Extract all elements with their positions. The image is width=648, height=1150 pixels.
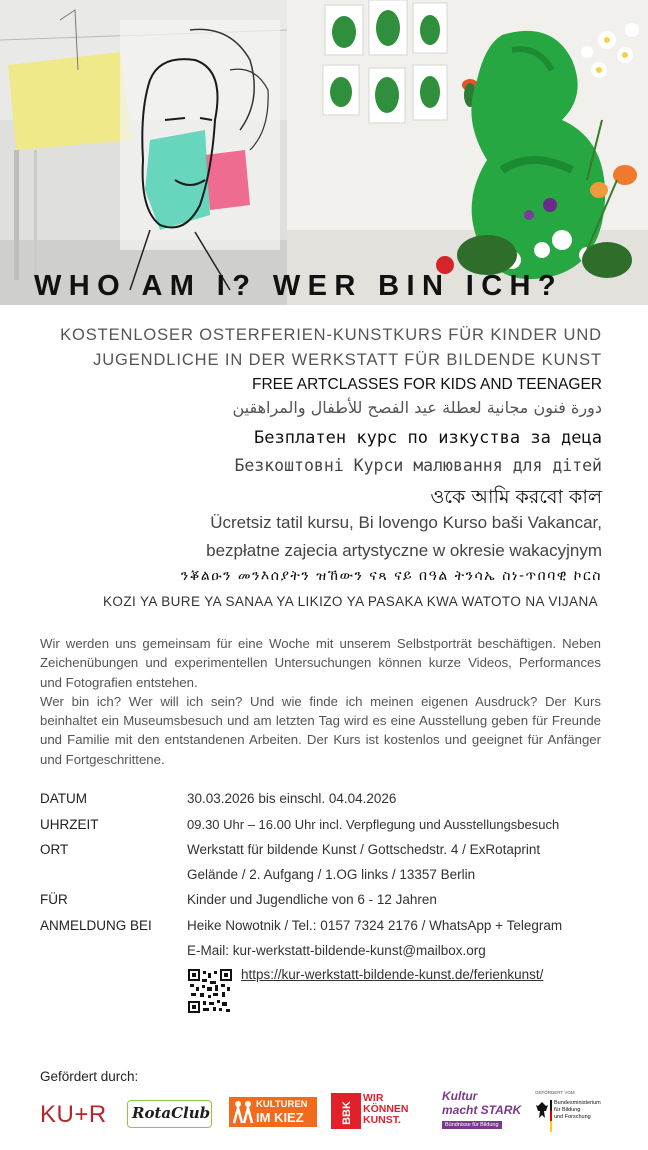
anmeldung-label: ANMELDUNG BEI — [40, 918, 152, 933]
bmbf-logo — [533, 1090, 603, 1134]
ort-value-line1: Werkstatt für bildende Kunst / Gottschedstr. 4 / ExRotaprint — [187, 842, 541, 857]
heading-uk: Безкоштовні Курси малювання для дітей — [234, 456, 602, 475]
hero-banner — [0, 0, 648, 305]
ort-value-line2: Gelände / 2. Aufgang / 1.OG links / 13357 Berlin — [187, 867, 476, 882]
artwork-sculpture-image — [287, 0, 648, 305]
anmeldung-phone: Heike Nowotnik / Tel.: 0157 7324 2176 / WhatsApp + Telegram — [187, 918, 563, 933]
kms-line3: Bündnisse für Bildung — [442, 1121, 502, 1129]
heading-bg: Безплатен курс по изкуства за деца — [254, 428, 602, 448]
kms-line1: Kultur — [442, 1089, 478, 1103]
datum-label: DATUM — [40, 791, 87, 806]
bmbf-line3: und Forschung — [554, 1114, 591, 1120]
qr-code-icon[interactable] — [188, 969, 232, 1013]
bbk-tag: BBK — [341, 1101, 353, 1125]
uhrzeit-value: 09.30 Uhr – 16.00 Uhr incl. Verpflegung und Ausstellungsbesuch — [187, 817, 560, 832]
kultur-macht-stark-logo — [442, 1089, 520, 1133]
datum-value: 30.03.2026 bis einschl. 04.04.2026 — [187, 791, 397, 806]
heading-de-line1: KOSTENLOSER OSTERFERIEN-KUNSTKURS FÜR KINDER UND — [60, 326, 602, 344]
bbk-line3: KUNST. — [363, 1114, 401, 1126]
course-description — [40, 634, 601, 769]
kiez-line1: KULTUREN — [256, 1099, 308, 1110]
kur-logo: KU+R — [40, 1101, 107, 1128]
heading-tr: Ücretsiz tatil kursu, Bi lovengo Kurso baši Vakancar, — [210, 513, 602, 532]
heading-sw: KOZI YA BURE YA SANAA YA LIKIZO YA PASAKA KWA WATOTO NA VIJANA — [103, 594, 598, 609]
fuer-label: FÜR — [40, 892, 68, 907]
kulturen-im-kiez-logo — [229, 1097, 317, 1127]
artwork-portrait-image — [0, 0, 287, 305]
heading-bn: ওকে আমি করবো কাল — [430, 486, 602, 508]
uhrzeit-label: UHRZEIT — [40, 817, 99, 832]
anmeldung-email[interactable]: E-Mail: kur-werkstatt-bildende-kunst@mailbox.org — [187, 943, 486, 958]
bmbf-line2: für Bildung — [554, 1107, 581, 1113]
bmbf-line0: GEFÖRDERT VOM — [535, 1090, 575, 1095]
flag-stripe — [550, 1100, 552, 1132]
kms-line2: macht STARK — [442, 1103, 522, 1117]
rotaclub-logo — [127, 1100, 212, 1128]
german-eagle-icon — [535, 1100, 549, 1120]
course-website-link[interactable]: https://kur-werkstatt-bildende-kunst.de/ferienkunst/ — [241, 967, 544, 982]
fuer-value: Kinder und Jugendliche von 6 - 12 Jahren — [187, 892, 437, 907]
hero-title: WHO AM I? WER BIN ICH? — [34, 270, 564, 302]
heading-en: FREE ARTCLASSES FOR KIDS AND TEENAGER — [252, 376, 602, 393]
kiez-line2: IM KIEZ — [256, 1110, 304, 1125]
heading-ti: ንቖልዑን መንእሰያትን ዝኸውን ናጻ ናይ በዓል ትንሳኤ ስነ-ጥበባዊ ኮርስ — [180, 568, 602, 584]
bbk-line1: WIR — [363, 1092, 384, 1104]
sponsor-label: Gefördert durch: — [40, 1069, 139, 1084]
bbk-logo — [331, 1093, 423, 1129]
ort-label: ORT — [40, 842, 69, 857]
bbk-line2: KÖNNEN — [363, 1103, 409, 1115]
description-paragraph-2: Wer bin ich? Wer will ich sein? Und wie finde ich meinen eigenen Ausdruck? Der Kurs beinhaltet ein Museumsbesuch und am letzten Tag wird es eine Ausstellung geben für Freunde und Familie mit den entstandenen Arbeiten. Der Kurs ist kostenlos und geeignet für Anfänger und Fortgeschrittene. — [40, 693, 601, 767]
rotaclub-logo-text: RotaClub — [132, 1104, 211, 1122]
kiez-figures-icon — [232, 1099, 254, 1125]
heading-pl: bezpłatne zajecia artystyczne w okresie wakacyjnym — [206, 541, 602, 560]
bmbf-line1: Bundesministerium — [554, 1100, 601, 1106]
heading-de-line2: JUGENDLICHE IN DER WERKSTATT FÜR BILDENDE KUNST — [93, 351, 602, 369]
heading-ar: دورة فنون مجانية لعطلة عيد الفصح للأطفال والمراهقين — [232, 398, 602, 417]
description-paragraph-1: Wir werden uns gemeinsam für eine Woche mit unserem Selbstporträt beschäftigen. Neben Zeichenübungen und experimentellen Untersuchungen können kurze Videos, Performances und Fotografien entstehen. — [40, 636, 601, 690]
